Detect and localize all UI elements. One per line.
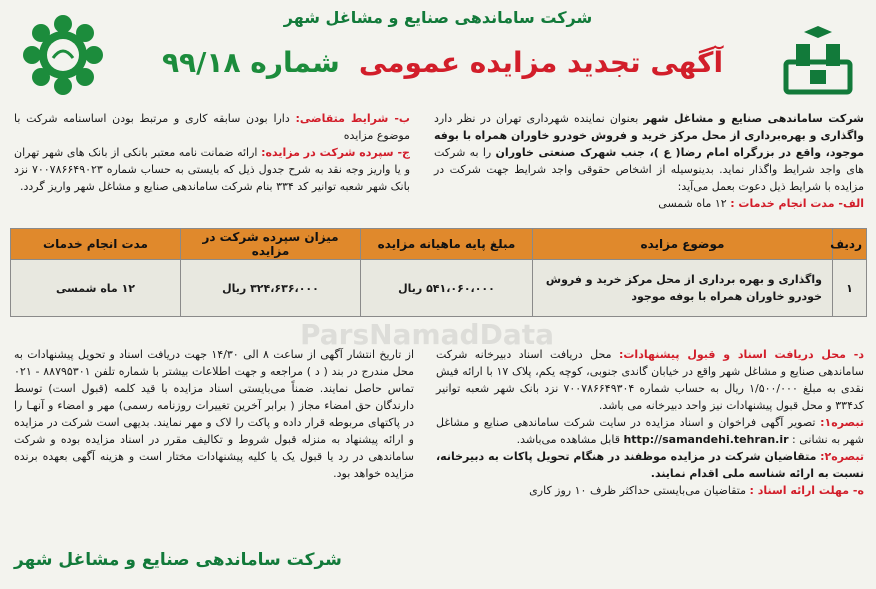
submission-text: از تاریخ انتشار آگهی از ساعت ۸ الی ۱۴/۳۰ جهت دریافت اسناد و تحویل پیشنهادات به محل مندرج در بند ( د ) مراجعه و جهت اطلاعات بیشتر با شماره تلفن ۸۸۷۹۵۳۰۱ - ۰۲۱ تماس حاصل نمایند. ضمناً می‌بایستی اسناد مزایده با قید کلمه (قبول است) توسط دارندگان حق امضاء مجاز ( برابر آخرین تغییرات روزنامه رسمی) مهر و امضاء و آنهـا را در پاکتهای مربوطه قرار داده و پاکت را لاک و مهر نمایند. بدیهی است شرکت در مزایده و ارائه پیشنهاد به منزله قبول شروط و تکالیف مقرر در اسناد مزایده بوده و شرکت ساماندهی در رد یا قبول یک یا کلیه پیشنهادات مختار است و هزینه آگهی بعهده برنده مزایده خواهد بود.: [14, 348, 415, 480]
cell-duration: ۱۲ ماه شمسی: [11, 260, 181, 317]
notice-number: شماره ۹۹/۱۸: [161, 46, 340, 79]
section-jim-label: ج- سپرده شرکت در مزایده:: [261, 146, 410, 159]
section-alef-value: ۱۲ ماه شمسی: [658, 197, 727, 210]
section-be-text: دارا بودن سابقه کاری و مرتبط بودن اساسنامه شرکت با موضوع مزایده: [14, 112, 410, 142]
note-1-text: تصویر آگهی فراخوان و اسناد مزایده در سایت شرکت ساماندهی صنایع و مشاغل شهر به نشانی :: [436, 416, 864, 446]
intro-text-1: بعنوان نماینده شهرداری تهران در نظر دارد: [434, 112, 639, 125]
cell-row-no: ۱: [833, 260, 867, 317]
conditions-paragraph: [14, 110, 410, 195]
cell-subject: واگذاری و بهره برداری از محل مرکز خرید و فروش خودرو خاوران همراه با بوفه موجود: [533, 260, 833, 317]
tender-table: [10, 228, 867, 317]
note-1-label: تبصره۱:: [820, 416, 865, 429]
note-2-label: تبصره۲:: [820, 450, 864, 463]
col-header-row-no: ردیف: [833, 229, 867, 260]
note-1-end: قابل مشاهده می‌باشد.: [516, 433, 620, 446]
col-header-deposit: میزان سپرده شرکت در مزایده: [181, 229, 361, 260]
intro-subject: واگذاری و بهره‌برداری از محل مرکز خرید و فروش خودرو خاوران همراه با بوفه موجود، واقع در بزرگراه امام رضا( ع )، جنب شهرک صنعتی خاوران: [434, 129, 864, 159]
section-jim-text: ارائه ضمانت نامه معتبر بانکی از بانک های شهر تهران و یا واریز وجه نقد به شرح جدول ذیل که بایستی به حساب شماره ۷۰۰۷۸۶۶۴۹۰۲۳ نزد بانک شهر شعبه توانیر کد ۳۳۴ بنام شرکت ساماندهی صنایع و مشاغل شهر واریز گردد.: [14, 146, 411, 193]
table-header-row: [11, 229, 867, 260]
watermark: ParsNamadData: [300, 318, 554, 351]
section-dal-text: محل دریافت اسناد دبیرخانه شرکت ساماندهی صنایع و مشاغل شهر واقع در خیابان گاندی جنوبی، کوچه یکم، پلاک ۱۷ با ارائه فیش نقدی به مبلغ ۱/۵۰۰/۰۰۰ ریال به حساب شماره ۷۰۰۷۸۶۶۴۹۳۰۴ نزد بانک شهر شعبه توانیر کد۳۳۴ و محل قبول پیشنهادات نیز واحد دبیرخانه می باشد.: [436, 348, 865, 412]
intro-text-2: را به شرکت های واجد شرایط واگذار نماید. بدینوسیله از اشخاص حقوقی واجد شرایط جهت شرکت در مزایده با شرایط ذیل دعوت بعمل می‌آید:: [434, 146, 864, 193]
documents-section: [436, 346, 864, 499]
intro-company: شرکت ساماندهی صنایع و مشاغل شهر: [643, 112, 864, 125]
footer-org-name: شرکت ساماندهی صنایع و مشاغل شهر: [14, 550, 342, 570]
intro-paragraph: [434, 110, 864, 212]
col-header-subject: موضوع مزایده: [533, 229, 833, 260]
col-header-duration: مدت انجام خدمات: [11, 229, 181, 260]
note-2-text: متقاضیان شرکت در مزایده موظفند در هنگام تحویل پاکات به دبیرخانه، نسبت به ارائه شناسه ملی اقدام نمایند.: [436, 450, 864, 480]
section-dal-label: د- محل دریافت اسناد و قبول پیشنهادات:: [618, 348, 864, 361]
website-link[interactable]: http://samandehi.tehran.ir: [623, 433, 789, 446]
cell-deposit: ۳۲۴،۶۳۶،۰۰۰ ریال: [181, 260, 361, 317]
section-be-label: ب- شرایط متقاضی:: [295, 112, 410, 125]
cell-base-price: ۵۴۱،۰۶۰،۰۰۰ ریال: [361, 260, 533, 317]
col-header-base-price: مبلغ پایه ماهیانه مزایده: [361, 229, 533, 260]
title-row: [150, 46, 735, 79]
section-alef-label: الف- مدت انجام خدمات :: [730, 197, 864, 210]
samandehi-logo-icon: [782, 24, 854, 96]
org-name-top: شرکت ساماندهی صنایع و مشاغل شهر: [283, 8, 593, 27]
municipality-logo-icon: [22, 14, 104, 96]
notice-title: آگهی تجدید مزایده عمومی: [358, 46, 724, 79]
submission-paragraph: [14, 346, 414, 482]
table-row: [11, 260, 867, 317]
section-he-text: متقاضیان می‌بایستی حداکثر ظرف ۱۰ روز کاری: [529, 484, 746, 497]
section-he-label: ه- مهلت ارائه اسناد :: [749, 484, 864, 497]
